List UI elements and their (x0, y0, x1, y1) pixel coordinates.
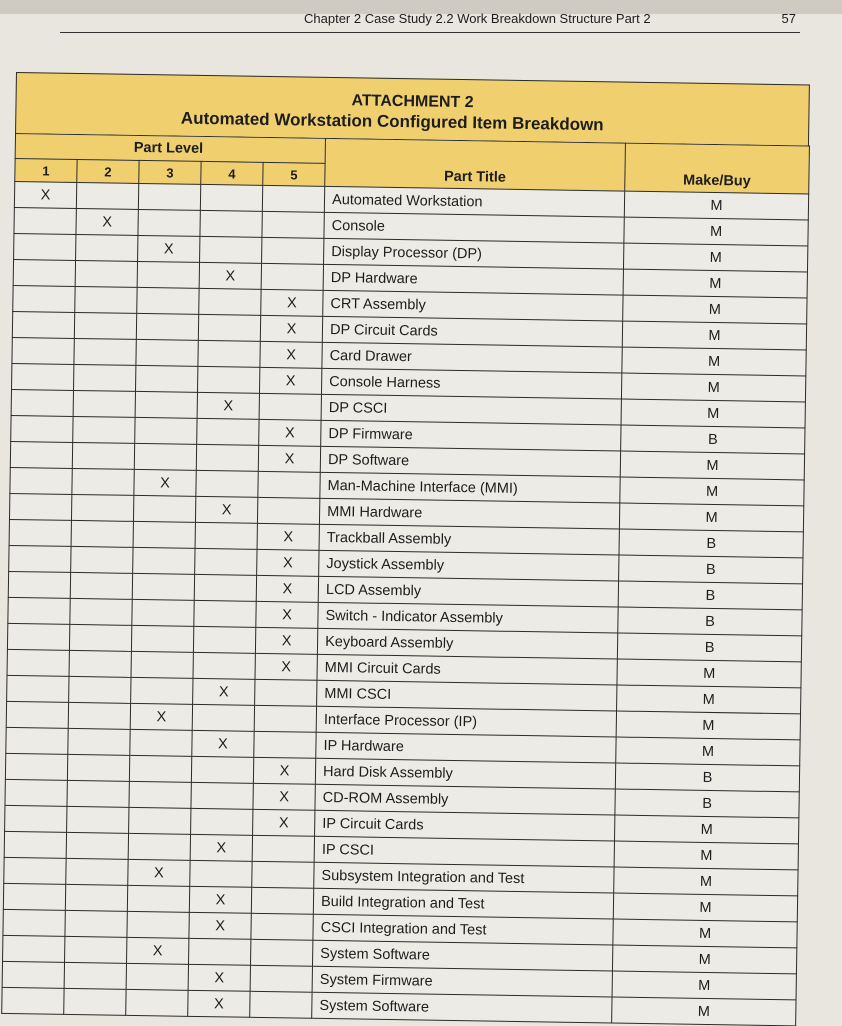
level-cell (3, 883, 65, 910)
level-header-4: 4 (201, 161, 263, 185)
make-buy-cell: M (613, 919, 797, 948)
level-cell (7, 623, 69, 650)
make-buy-cell: B (621, 425, 805, 454)
level-cell (200, 210, 262, 237)
level-cell (71, 494, 133, 521)
level-cell (254, 731, 316, 758)
level-cell (5, 779, 67, 806)
make-buy-cell: B (618, 607, 802, 636)
level-cell (5, 753, 67, 780)
level-cell (198, 340, 260, 367)
part-title-cell: Automated Workstation (324, 186, 624, 217)
make-buy-cell: M (622, 347, 806, 376)
level-cell (250, 991, 312, 1018)
level-mark: X (190, 834, 252, 861)
level-cell (70, 572, 132, 599)
level-cell (67, 806, 129, 833)
level-cell (69, 650, 131, 677)
level-cell (7, 649, 69, 676)
table-body (2, 181, 809, 1025)
part-title-cell: Switch - Indicator Assembly (318, 602, 618, 633)
make-buy-cell: B (619, 529, 803, 558)
level-cell (69, 624, 131, 651)
breakdown-table (1, 133, 810, 1026)
part-level-header: Part Level (15, 134, 325, 164)
level-cell (191, 808, 253, 835)
level-cell (71, 520, 133, 547)
level-cell (254, 705, 316, 732)
part-title-cell: MMI CSCI (317, 680, 617, 711)
level-cell (252, 861, 314, 888)
level-cell (7, 675, 69, 702)
level-mark: X (260, 341, 322, 368)
make-buy-cell: B (619, 555, 803, 584)
part-title-cell: Hard Disk Assembly (315, 758, 615, 789)
level-mark: X (256, 575, 318, 602)
level-mark: X (127, 937, 189, 964)
level-cell (12, 363, 74, 390)
make-buy-cell: B (615, 763, 799, 792)
level-cell (135, 365, 197, 392)
level-cell (194, 600, 256, 627)
level-mark: X (253, 757, 315, 784)
level-cell (65, 936, 127, 963)
level-header-3: 3 (139, 160, 201, 184)
level-mark: X (192, 730, 254, 757)
level-header-5: 5 (263, 162, 325, 186)
part-title-cell: System Firmware (312, 966, 612, 997)
level-cell (3, 909, 65, 936)
level-cell (129, 807, 191, 834)
make-buy-cell: M (623, 295, 807, 324)
make-buy-cell: M (617, 685, 801, 714)
level-cell (67, 754, 129, 781)
part-title-cell: DP Hardware (323, 264, 623, 295)
part-title-cell: Joystick Assembly (319, 550, 619, 581)
level-cell (2, 987, 64, 1014)
make-buy-cell: M (615, 815, 799, 844)
part-title-cell: System Software (313, 940, 613, 971)
level-cell (74, 312, 136, 339)
level-cell (198, 314, 260, 341)
make-buy-cell: M (617, 659, 801, 688)
level-cell (8, 597, 70, 624)
part-title-cell: Subsystem Integration and Test (314, 862, 614, 893)
level-mark: X (128, 859, 190, 886)
make-buy-cell: M (616, 711, 800, 740)
chapter-title: Chapter 2 Case Study 2.2 Work Breakdown Structure Part 2 (304, 11, 651, 26)
level-cell (200, 236, 262, 263)
level-cell (74, 364, 136, 391)
level-header-1: 1 (15, 158, 77, 182)
table-title: Automated Workstation Configured Item Breakdown (180, 108, 604, 135)
make-buy-cell: M (620, 451, 804, 480)
level-cell (75, 260, 137, 287)
level-cell (68, 728, 130, 755)
level-cell (129, 755, 191, 782)
level-cell (195, 548, 257, 575)
level-mark: X (260, 315, 322, 342)
level-mark: X (197, 392, 259, 419)
level-cell (136, 339, 198, 366)
level-mark: X (258, 445, 320, 472)
level-cell (73, 390, 135, 417)
make-buy-cell: M (624, 243, 808, 272)
level-cell (4, 831, 66, 858)
level-cell (10, 467, 72, 494)
level-cell (9, 519, 71, 546)
level-cell (194, 574, 256, 601)
part-title-cell: Trackball Assembly (319, 524, 619, 555)
level-mark: X (259, 367, 321, 394)
level-cell (135, 391, 197, 418)
level-cell (72, 442, 134, 469)
level-cell (191, 782, 253, 809)
level-cell (68, 702, 130, 729)
make-buy-cell: M (622, 321, 806, 350)
page-number: 57 (781, 11, 796, 26)
level-cell (135, 417, 197, 444)
part-title-cell: MMI Circuit Cards (317, 654, 617, 685)
level-mark: X (257, 549, 319, 576)
level-cell (138, 183, 200, 210)
level-mark: X (199, 262, 261, 289)
level-cell (197, 418, 259, 445)
part-title-cell: Console Harness (322, 368, 622, 399)
part-title-cell: CSCI Integration and Test (313, 914, 613, 945)
level-cell (70, 598, 132, 625)
level-cell (255, 679, 317, 706)
level-mark: X (257, 523, 319, 550)
make-buy-header: Make/Buy (625, 143, 810, 194)
level-cell (13, 285, 75, 312)
part-title-cell: System Software (312, 992, 612, 1023)
level-mark: X (189, 886, 251, 913)
part-title-cell: Man-Machine Interface (MMI) (320, 472, 620, 503)
table-header-banner (15, 72, 810, 145)
level-cell (6, 727, 68, 754)
level-cell (133, 495, 195, 522)
part-title-cell: LCD Assembly (318, 576, 618, 607)
make-buy-cell: M (612, 971, 796, 1000)
level-cell (66, 832, 128, 859)
part-title-cell: IP Circuit Cards (315, 810, 615, 841)
level-cell (196, 444, 258, 471)
level-mark: X (138, 235, 200, 262)
level-cell (261, 263, 323, 290)
level-cell (189, 938, 251, 965)
make-buy-cell: M (623, 269, 807, 298)
part-title-cell: Card Drawer (322, 342, 622, 373)
level-cell (126, 989, 188, 1016)
level-mark: X (255, 653, 317, 680)
level-cell (196, 470, 258, 497)
level-cell (138, 209, 200, 236)
level-cell (128, 833, 190, 860)
level-cell (259, 393, 321, 420)
make-buy-cell: M (614, 841, 798, 870)
level-cell (195, 522, 257, 549)
level-cell (11, 415, 73, 442)
level-cell (76, 234, 138, 261)
level-cell (12, 337, 74, 364)
level-cell (197, 366, 259, 393)
level-cell (2, 961, 64, 988)
level-cell (76, 182, 138, 209)
level-cell (252, 835, 314, 862)
part-title-cell: DP Firmware (321, 420, 621, 451)
level-cell (3, 935, 65, 962)
make-buy-cell: M (613, 893, 797, 922)
level-cell (133, 547, 195, 574)
level-mark: X (261, 289, 323, 316)
level-cell (200, 184, 262, 211)
level-cell (6, 701, 68, 728)
part-title-cell: DP Circuit Cards (322, 316, 622, 347)
level-cell (4, 857, 66, 884)
level-mark: X (76, 208, 138, 235)
level-cell (137, 287, 199, 314)
level-mark: X (188, 964, 250, 991)
level-cell (192, 704, 254, 731)
level-cell (137, 261, 199, 288)
level-cell (73, 416, 135, 443)
level-cell (67, 780, 129, 807)
breakdown-table-container (1, 72, 810, 1026)
part-title-cell: IP CSCI (314, 836, 614, 867)
level-cell (10, 441, 72, 468)
level-cell (71, 546, 133, 573)
level-mark: X (14, 181, 76, 208)
make-buy-cell: M (622, 373, 806, 402)
level-cell (129, 781, 191, 808)
level-cell (262, 211, 324, 238)
part-title-cell: CRT Assembly (323, 290, 623, 321)
level-cell (12, 311, 74, 338)
level-cell (11, 389, 73, 416)
level-mark: X (256, 601, 318, 628)
level-cell (190, 860, 252, 887)
part-title-cell: Interface Processor (IP) (316, 706, 616, 737)
level-cell (262, 185, 324, 212)
level-cell (251, 913, 313, 940)
part-title-cell: DP Software (320, 446, 620, 477)
level-cell (131, 625, 193, 652)
make-buy-cell: B (617, 633, 801, 662)
level-cell (65, 884, 127, 911)
level-mark: X (188, 990, 250, 1017)
make-buy-cell: M (614, 867, 798, 896)
level-mark: X (189, 912, 251, 939)
level-mark: X (134, 469, 196, 496)
make-buy-cell: M (619, 503, 803, 532)
part-title-cell: Keyboard Assembly (317, 628, 617, 659)
level-cell (64, 962, 126, 989)
make-buy-cell: B (618, 581, 802, 610)
part-title-cell: DP CSCI (321, 394, 621, 425)
level-cell (64, 988, 126, 1015)
part-title-cell: CD-ROM Assembly (315, 784, 615, 815)
level-cell (133, 521, 195, 548)
level-cell (257, 497, 319, 524)
level-mark: X (193, 678, 255, 705)
level-cell (9, 545, 71, 572)
level-cell (65, 910, 127, 937)
part-title-cell: Display Processor (DP) (324, 238, 624, 269)
running-head (60, 8, 800, 33)
level-cell (251, 887, 313, 914)
level-cell (130, 729, 192, 756)
level-cell (136, 313, 198, 340)
level-header-2: 2 (77, 159, 139, 183)
make-buy-cell: M (620, 477, 804, 506)
part-title-cell: Build Integration and Test (313, 888, 613, 919)
level-mark: X (253, 783, 315, 810)
part-title-header: Part Title (325, 138, 626, 191)
make-buy-cell: M (624, 191, 808, 220)
level-cell (250, 965, 312, 992)
level-cell (258, 471, 320, 498)
level-cell (66, 858, 128, 885)
make-buy-cell: M (616, 737, 800, 766)
make-buy-cell: M (612, 997, 796, 1026)
attachment-label: ATTACHMENT 2 (351, 92, 474, 112)
level-cell (72, 468, 134, 495)
part-title-cell: Console (324, 212, 624, 243)
level-cell (199, 288, 261, 315)
level-cell (14, 233, 76, 260)
level-cell (250, 939, 312, 966)
make-buy-cell: M (621, 399, 805, 428)
level-mark: X (195, 496, 257, 523)
level-cell (193, 652, 255, 679)
make-buy-cell: B (615, 789, 799, 818)
part-title-cell: IP Hardware (316, 732, 616, 763)
level-cell (131, 677, 193, 704)
level-mark: X (259, 419, 321, 446)
level-cell (134, 443, 196, 470)
level-mark: X (253, 809, 315, 836)
level-cell (127, 885, 189, 912)
level-cell (13, 259, 75, 286)
level-mark: X (130, 703, 192, 730)
level-cell (8, 571, 70, 598)
level-mark: X (255, 627, 317, 654)
level-cell (132, 599, 194, 626)
level-cell (193, 626, 255, 653)
level-cell (191, 756, 253, 783)
level-cell (14, 207, 76, 234)
level-cell (262, 237, 324, 264)
level-cell (126, 963, 188, 990)
level-cell (5, 805, 67, 832)
level-cell (74, 338, 136, 365)
level-cell (127, 911, 189, 938)
part-title-cell: MMI Hardware (319, 498, 619, 529)
level-cell (131, 651, 193, 678)
level-cell (75, 286, 137, 313)
make-buy-cell: M (624, 217, 808, 246)
level-cell (132, 573, 194, 600)
level-cell (9, 493, 71, 520)
make-buy-cell: M (613, 945, 797, 974)
level-cell (69, 676, 131, 703)
